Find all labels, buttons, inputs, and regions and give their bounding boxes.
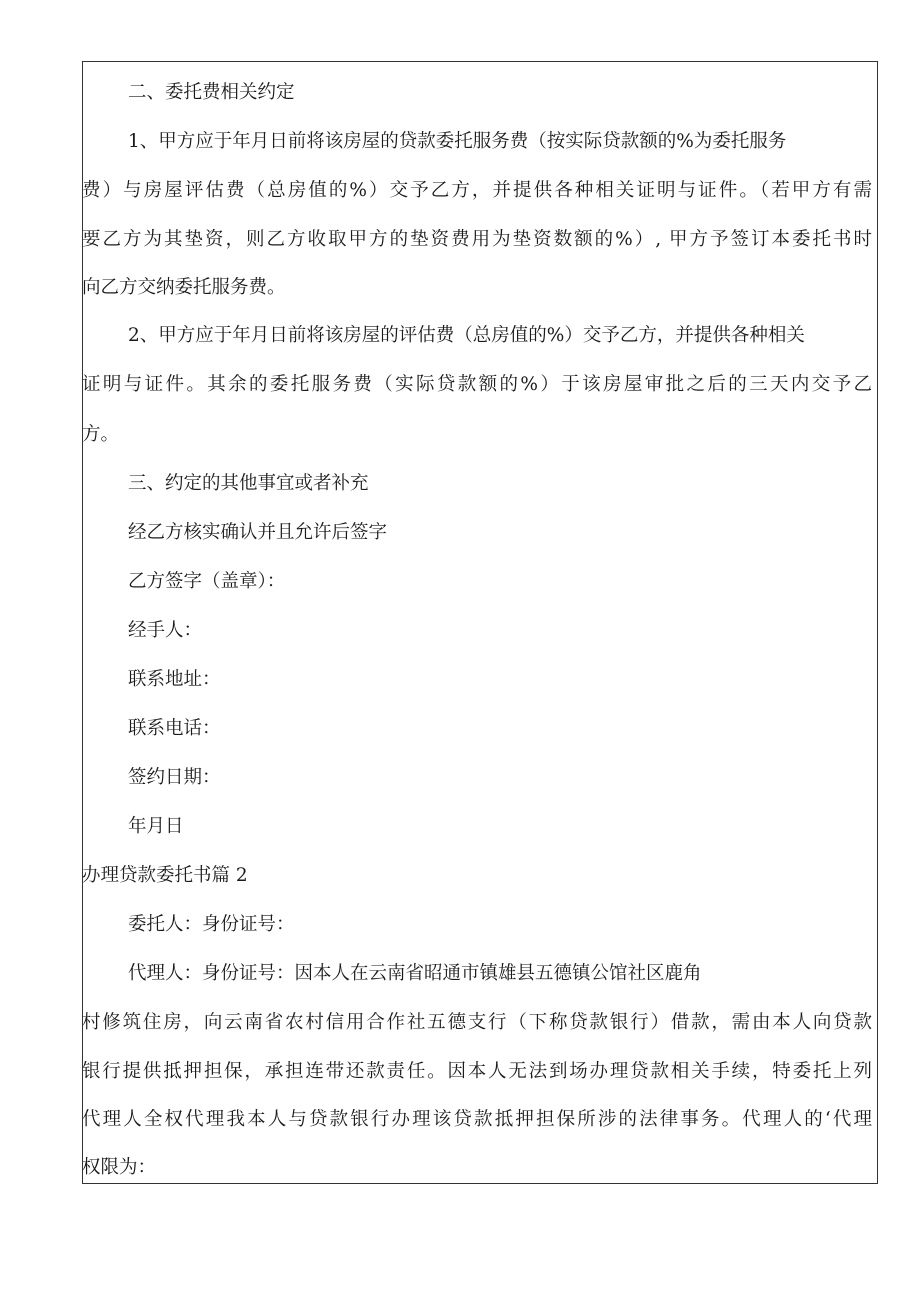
agent-paragraph-line-5: 权限为： (82, 1157, 157, 1178)
signing-date-label: 签约日期： (128, 767, 221, 788)
article-2-title: 办理贷款委托书篇 2 (82, 865, 248, 886)
handler-label: 经手人： (128, 620, 203, 641)
agent-paragraph-line-3: 银行提供抵押担保，承担连带还款责任。因本人无法到场办理贷款相关手续，特委托上列 (82, 1061, 872, 1082)
clause-1-line-1: 1、甲方应于年月日前将该房屋的贷款委托服务费（按实际贷款额的%为委托服务 (128, 131, 787, 152)
section-heading-commission-fees: 二、委托费相关约定 (128, 82, 295, 103)
contact-phone-label: 联系电话： (128, 718, 221, 739)
clause-1-line-3: 要乙方为其垫资，则乙方收取甲方的垫资费用为垫资数额的%）, 甲方予签订本委托书时 (82, 229, 872, 250)
clause-2-line-2: 证明与证件。其余的委托服务费（实际贷款额的%）于该房屋审批之后的三天内交予乙 (82, 374, 872, 395)
clause-2-line-3: 方。 (82, 424, 120, 445)
agent-paragraph-line-2: 村修筑住房，向云南省农村信用合作社五德支行（下称贷款银行）借款，需由本人向贷款 (82, 1012, 872, 1033)
agent-paragraph-line-4: 代理人全权代理我本人与贷款银行办理该贷款抵押担保所涉的法律事务。代理人的‘代理 (82, 1109, 872, 1130)
confirmation-text: 经乙方核实确认并且允许后签字 (128, 522, 388, 543)
party-b-signature-label: 乙方签字（盖章）： (128, 571, 286, 592)
section-heading-other-matters: 三、约定的其他事宜或者补充 (128, 473, 369, 494)
clause-2-line-1: 2、甲方应于年月日前将该房屋的评估费（总房值的%）交予乙方，并提供各种相关 (128, 325, 805, 346)
principal-id-line: 委托人：身份证号： (128, 914, 295, 935)
clause-1-line-4: 向乙方交纳委托服务费。 (82, 277, 286, 298)
date-placeholder: 年月日 (128, 816, 184, 837)
clause-1-line-2: 费）与房屋评估费（总房值的%）交予乙方，并提供各种相关证明与证件。（若甲方有需 (82, 180, 872, 201)
contact-address-label: 联系地址： (128, 669, 221, 690)
agent-paragraph-line-1: 代理人：身份证号：因本人在云南省昭通市镇雄县五德镇公馆社区鹿角 (128, 963, 702, 984)
